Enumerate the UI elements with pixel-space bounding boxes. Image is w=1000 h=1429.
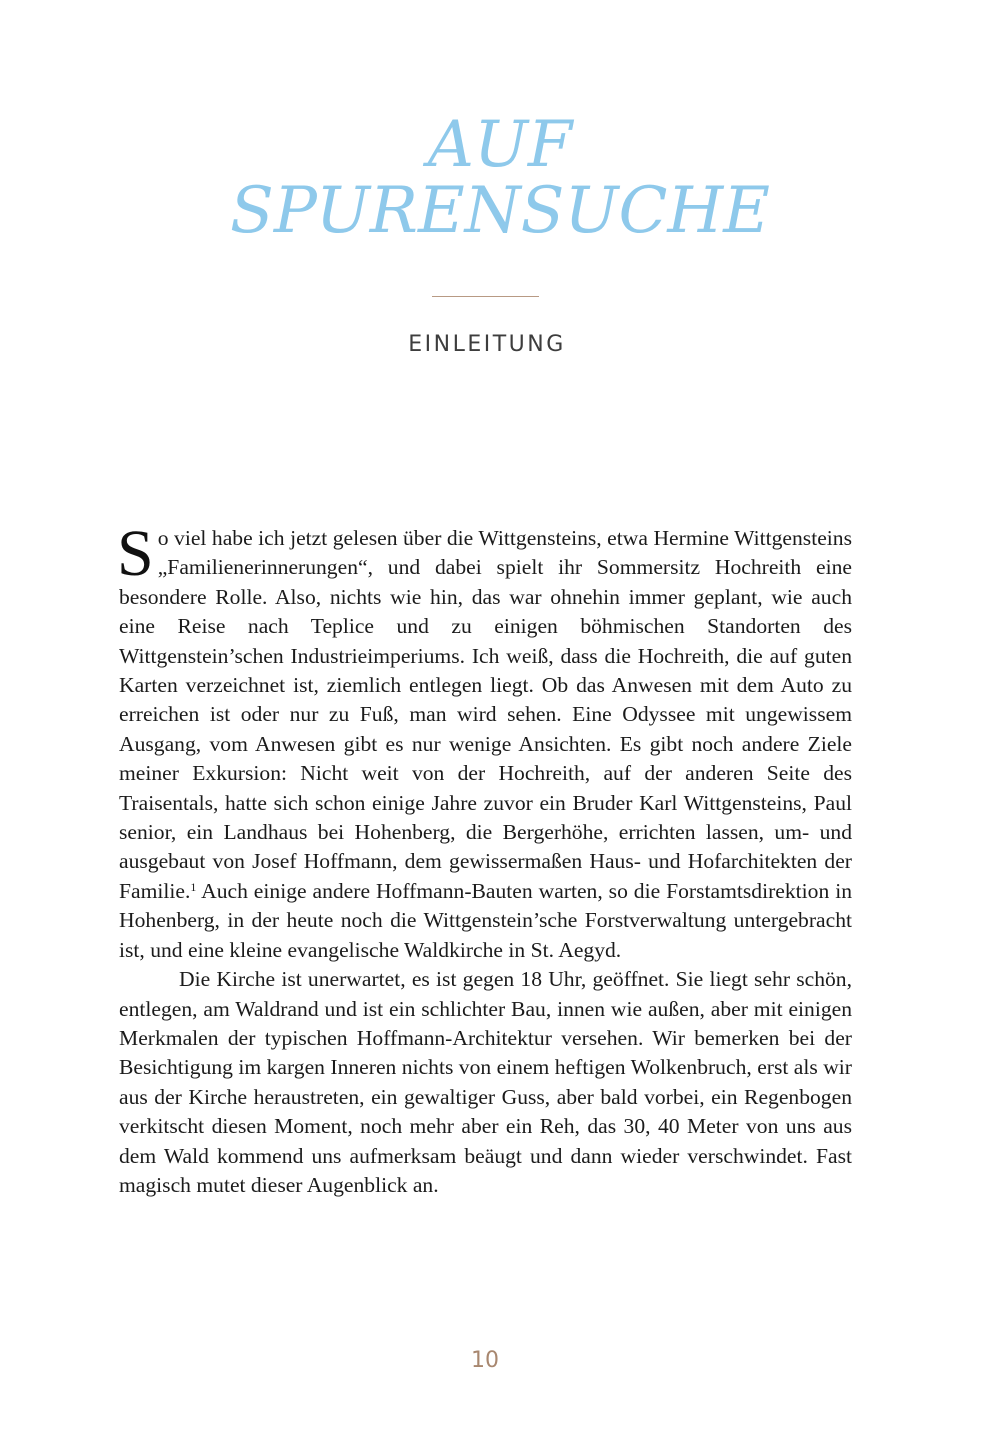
chapter-title xyxy=(0,108,1000,248)
paragraph-1-text-a: o viel habe ich jetzt gelesen über die Wittgensteins, etwa Hermine Wittgensteins „Familienerinnerungen“, und dabei spielt ihr Sommersitz Hochreith eine besondere Rolle. Also, nichts wie hin, das war ohnehin immer geplant, wie auch eine Reise nach Teplice und zu einigen böhmischen Standorten des Wittgenstein’schen Industrieimperiums. Ich weiß, dass die Hochreith, die auf guten Karten verzeichnet ist, ziemlich entlegen liegt. Ob das Anwesen mit dem Auto zu erreichen ist oder nur zu Fuß, man wird sehen. Eine Odyssee mit ungewissem Ausgang, vom Anwesen gibt es nur wenige Ansichten. Es gibt noch andere Ziele meiner Exkursion: Nicht weit von der Hochreith, auf der anderen Seite des Traisentals, hatte sich schon einige Jahre zuvor ein Bruder Karl Wittgensteins, Paul senior, ein Landhaus bei Hohenberg, die Bergerhöhe, errichten lassen, um- und ausgebaut von Josef Hoffmann, dem gewissermaßen Haus- und Hofarchitekten der Familie. xyxy=(119,526,852,903)
footnote-reference[interactable]: 1 xyxy=(190,879,197,894)
body-text xyxy=(117,517,852,1200)
chapter-title-line-1: AUF xyxy=(427,108,573,182)
page-number: 10 xyxy=(471,1348,499,1373)
paragraph-2: Die Kirche ist unerwartet, es ist gegen 18 Uhr, geöffnet. Sie liegt sehr schön, entlegen, am Waldrand und ist ein schlichter Bau, innen wie außen, aber mit einigen Merkmalen der typischen Hoffmann-Architektur versehen. Wir bemerken bei der Besichtigung im kargen Inneren nichts von einem heftigen Wolkenbruch, erst als wir aus der Kirche heraustreten, ein gewaltiger Guss, aber bald vorbei, ein Regenbogen verkitscht diesen Moment, noch mehr aber ein Reh, das 30, 40 Meter von uns aus dem Wald kommend uns aufmerksam beäugt und dann wieder verschwindet. Fast magisch mutet dieser Augenblick an. xyxy=(119,967,852,1197)
drop-cap: S xyxy=(117,517,154,590)
chapter-subtitle: EINLEITUNG xyxy=(408,332,566,357)
paragraph-1-text-b: Auch einige andere Hoffmann-Bauten warten, so die Forstamtsdirektion in Hohenberg, in der heute noch die Wittgenstein’sche Forstverwaltung untergebracht ist, und eine kleine evangelische Waldkirche in St. Aegyd. xyxy=(119,878,852,962)
paragraph-1 xyxy=(117,517,852,965)
title-divider xyxy=(432,296,539,297)
chapter-title-line-2: SPURENSUCHE xyxy=(230,174,770,248)
